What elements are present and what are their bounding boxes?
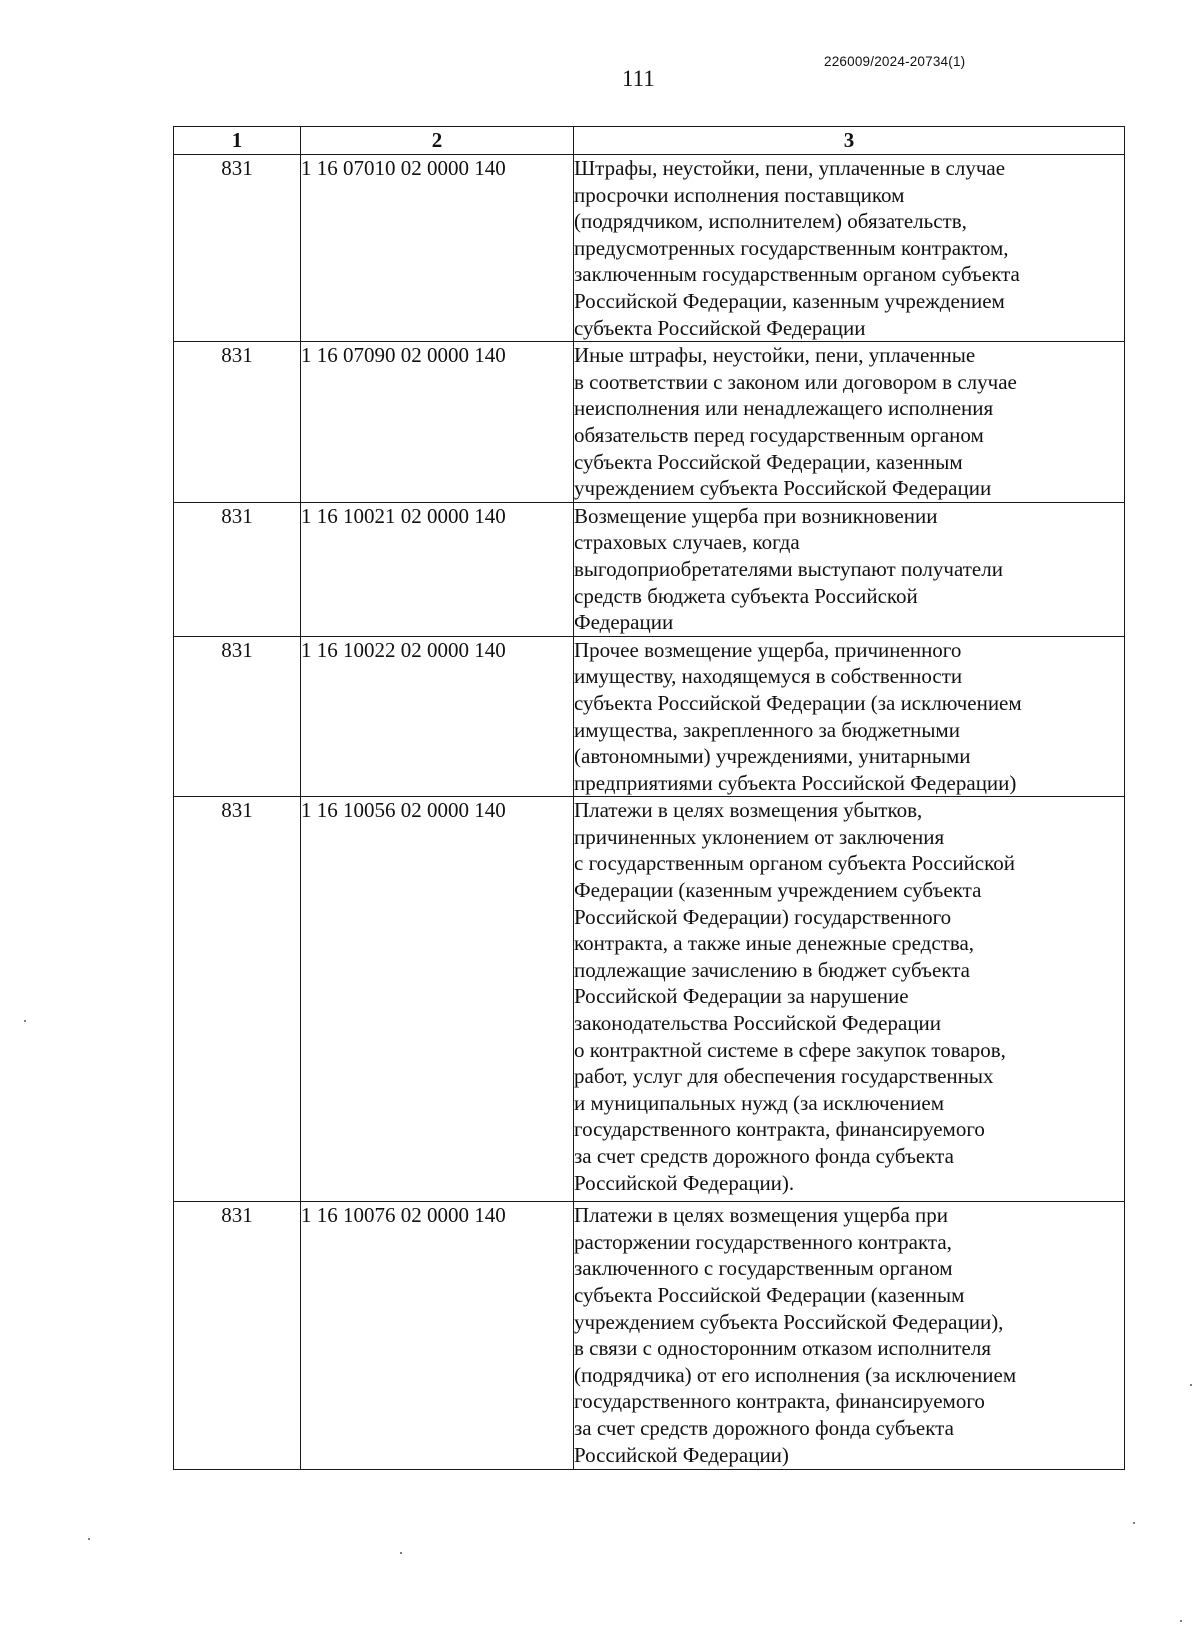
- table-row: [174, 636, 1125, 797]
- scan-speck: [88, 1538, 90, 1540]
- admin-code-cell: 831: [174, 1202, 301, 1470]
- column-header-1: 1: [174, 127, 301, 155]
- description-cell: Иные штрафы, неустойки, пени, уплаченные в соответствии с законом или договором в случае неисполнения или ненадлежащего исполнения обязательств перед государственным органом субъекта Российской Федерации, казенным учреждением субъекта Российской Федерации: [574, 342, 1125, 503]
- table-row: [174, 797, 1125, 1202]
- budget-code-cell: 1 16 10056 02 0000 140: [301, 797, 574, 1202]
- admin-code-cell: 831: [174, 797, 301, 1202]
- budget-code-cell: 1 16 07090 02 0000 140: [301, 342, 574, 503]
- scan-speck: [1190, 1384, 1192, 1386]
- scan-speck: [24, 1020, 26, 1022]
- admin-code-cell: 831: [174, 342, 301, 503]
- description-cell: Прочее возмещение ущерба, причиненного имуществу, находящемуся в собственности субъекта Российской Федерации (за исключением имущества, закрепленного за бюджетными (автономными) учреждениями, унитарными предприятиями субъекта Российской Федерации): [574, 636, 1125, 797]
- table-header-row: [174, 127, 1125, 155]
- page-number: 111: [622, 66, 655, 91]
- admin-code-cell: 831: [174, 502, 301, 636]
- scan-speck: [1180, 1620, 1182, 1622]
- description-cell: Возмещение ущерба при возникновении страховых случаев, когда выгодоприобретателями выступают получатели средств бюджета субъекта Российской Федерации: [574, 502, 1125, 636]
- table-row: [174, 1202, 1125, 1470]
- description-cell: Платежи в целях возмещения ущерба при расторжении государственного контракта, заключенного с государственным органом субъекта Российской Федерации (казенным учреждением субъекта Российской Федерации), в связи с односторонним отказом исполнителя (подрядчика) от его исполнения (за исключением государственного контракта, финансируемого за счет средств дорожного фонда субъекта Российской Федерации): [574, 1202, 1125, 1470]
- scan-speck: [400, 1552, 402, 1554]
- table-row: [174, 502, 1125, 636]
- scan-speck: [1133, 1522, 1135, 1524]
- budget-code-cell: 1 16 10021 02 0000 140: [301, 502, 574, 636]
- budget-code-cell: 1 16 07010 02 0000 140: [301, 155, 574, 342]
- budget-code-cell: 1 16 10022 02 0000 140: [301, 636, 574, 797]
- admin-code-cell: 831: [174, 155, 301, 342]
- description-cell: Платежи в целях возмещения убытков, причиненных уклонением от заключения с государственным органом субъекта Российской Федерации (казенным учреждением субъекта Российской Федерации) государственного контракта, а также иные денежные средства, подлежащие зачислению в бюджет субъекта Российской Федерации за нарушение законодательства Российской Федерации о контрактной системе в сфере закупок товаров, работ, услуг для обеспечения государственных и муниципальных нужд (за исключением государственного контракта, финансируемого за счет средств дорожного фонда субъекта Российской Федерации).: [574, 797, 1125, 1202]
- admin-code-cell: 831: [174, 636, 301, 797]
- budget-code-cell: 1 16 10076 02 0000 140: [301, 1202, 574, 1470]
- table-row: [174, 155, 1125, 342]
- column-header-3: 3: [574, 127, 1125, 155]
- column-header-2: 2: [301, 127, 574, 155]
- table-row: [174, 342, 1125, 503]
- revenue-codes-table: [173, 126, 1125, 1470]
- document-id: 226009/2024-20734(1): [824, 54, 966, 69]
- description-cell: Штрафы, неустойки, пени, уплаченные в случае просрочки исполнения поставщиком (подрядчиком, исполнителем) обязательств, предусмотренных государственным контрактом, заключенным государственным органом субъекта Российской Федерации, казенным учреждением субъекта Российской Федерации: [574, 155, 1125, 342]
